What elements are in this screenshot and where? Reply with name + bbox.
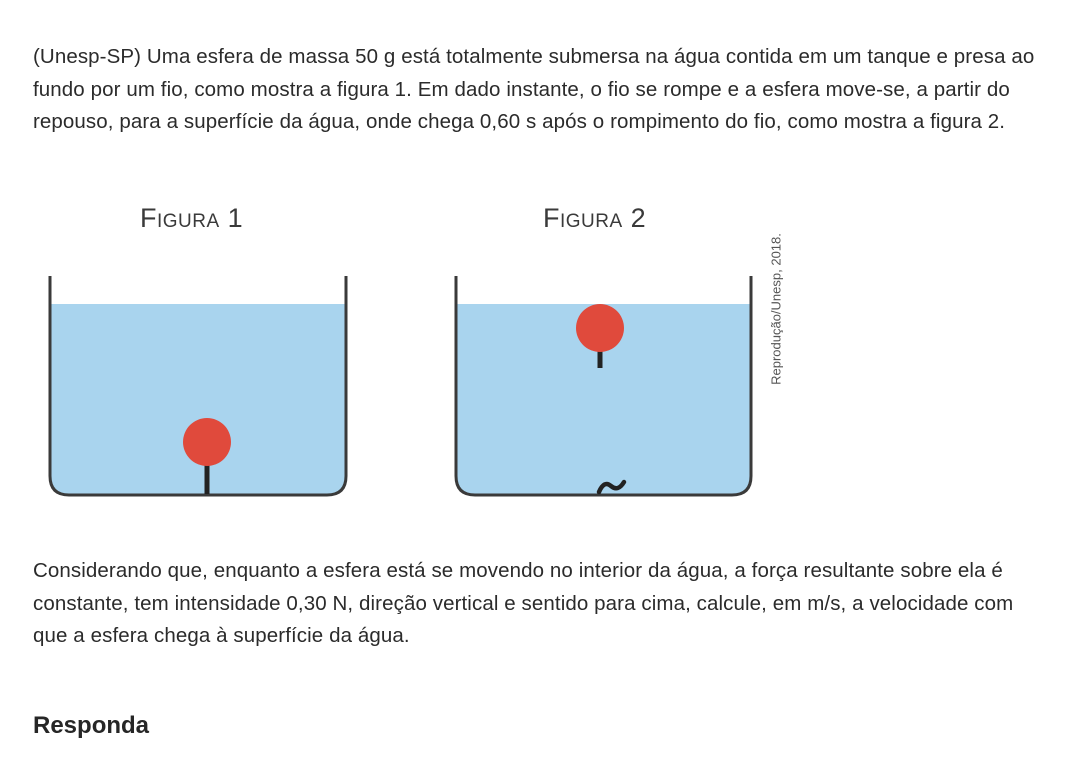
figure-1-water — [50, 304, 346, 495]
figure-1-sphere — [183, 418, 231, 466]
figure-2-title: Figura 2 — [543, 203, 647, 233]
figure-2-sphere — [576, 304, 624, 352]
figure-1-tank — [50, 276, 346, 495]
answer-heading: Responda — [33, 712, 150, 739]
question-statement: Considerando que, enquanto a esfera está se movendo no interior da água, a força resultante sobre ela é constante, tem intensidade 0,30 N, direção vertical e sentido para cima, calcule, em m/s, a velocidade com que a esfera chega à superfície da água. — [33, 559, 1014, 648]
figure-2-tank — [456, 276, 751, 495]
figure-1-title: Figura 1 — [140, 203, 244, 233]
problem-statement: (Unesp-SP) Uma esfera de massa 50 g está totalmente submersa na água contida em um tanque e presa ao fundo por um fio, como mostra a figura 1. Em dado instante, o fio se rompe e a esfera move-se, a partir do repouso, para a superfície da água, onde chega 0,60 s após o rompimento do fio, como mostra a figura 2. — [33, 45, 1035, 134]
image-credit: Reprodução/Unesp, 2018. — [768, 233, 784, 385]
